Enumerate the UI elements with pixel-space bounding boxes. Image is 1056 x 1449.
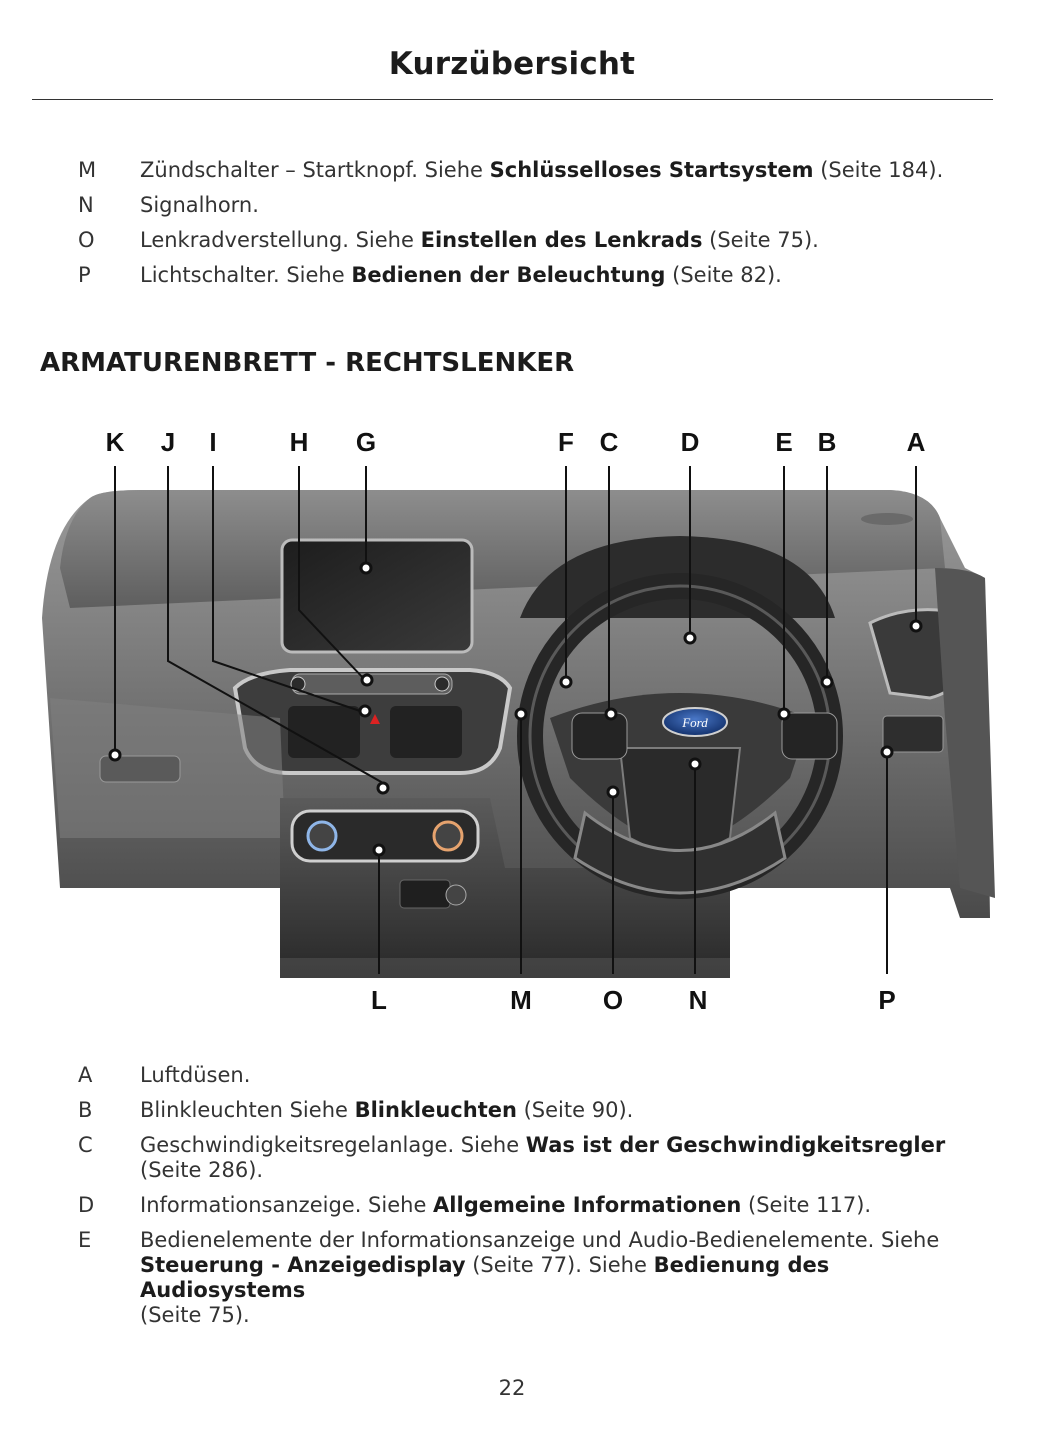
callout-dot-i bbox=[360, 706, 370, 716]
power-socket bbox=[446, 885, 466, 905]
cross-reference-link[interactable]: Blinkleuchten bbox=[354, 1098, 517, 1122]
title-divider bbox=[32, 99, 993, 100]
callout-label-a: A bbox=[906, 427, 926, 457]
callout-dot-n bbox=[690, 759, 700, 769]
callout-dot-e bbox=[779, 709, 789, 719]
cross-reference-link[interactable]: Bedienen der Beleuchtung bbox=[351, 263, 666, 287]
item-letter: M bbox=[78, 158, 97, 182]
callout-dot-c bbox=[606, 709, 616, 719]
item-text: Blinkleuchten Siehe Blinkleuchten (Seite 90). bbox=[140, 1098, 634, 1122]
list-item bbox=[0, 1098, 1056, 1133]
left-wheel-buttons bbox=[572, 713, 627, 759]
cross-reference-link[interactable]: Schlüsselloses Startsystem bbox=[489, 158, 814, 182]
audio-tune-knob bbox=[435, 677, 449, 691]
callout-dot-o bbox=[608, 787, 618, 797]
list-item bbox=[0, 1193, 1056, 1228]
callout-dot-j bbox=[378, 783, 388, 793]
callout-label-h: H bbox=[289, 427, 309, 457]
dashboard-illustration bbox=[30, 418, 1030, 1023]
callout-label-e: E bbox=[775, 427, 793, 457]
item-text: Geschwindigkeitsregelanlage. Siehe Was ist der Geschwindigkeitsregler (Seite 286). bbox=[140, 1133, 946, 1182]
callout-label-k: K bbox=[105, 427, 125, 457]
legend-bottom bbox=[0, 1063, 1056, 1327]
item-text: Lenkradverstellung. Siehe Einstellen des Lenkrads (Seite 75). bbox=[140, 228, 819, 252]
page-number: 22 bbox=[498, 1376, 526, 1400]
callout-dot-g bbox=[361, 563, 371, 573]
section-title: ARMATURENBRETT - RECHTSLENKER bbox=[40, 348, 575, 378]
cross-reference-link[interactable]: Bedienung des Audiosystems bbox=[140, 1253, 830, 1302]
callout-dot-f bbox=[561, 677, 571, 687]
item-letter: P bbox=[78, 263, 91, 287]
callout-label-j: J bbox=[160, 427, 176, 457]
list-item bbox=[0, 193, 1056, 228]
item-letter: E bbox=[78, 1228, 92, 1252]
cross-reference-link[interactable]: Allgemeine Informationen bbox=[433, 1193, 742, 1217]
item-text: Luftdüsen. bbox=[140, 1063, 251, 1087]
list-item bbox=[0, 158, 1056, 193]
callout-dot-a bbox=[911, 621, 921, 631]
item-letter: B bbox=[78, 1098, 93, 1122]
cross-reference-link[interactable]: Einstellen des Lenkrads bbox=[420, 228, 703, 252]
item-letter: D bbox=[78, 1193, 95, 1217]
item-text: Informationsanzeige. Siehe Allgemeine Informationen (Seite 117). bbox=[140, 1193, 872, 1217]
usb-port bbox=[400, 880, 450, 908]
list-item bbox=[0, 1133, 1056, 1193]
callout-dot-m bbox=[516, 709, 526, 719]
item-letter: C bbox=[78, 1133, 93, 1157]
vent-right bbox=[390, 706, 462, 758]
ford-badge-text: Ford bbox=[682, 715, 708, 730]
dashboard-drawing bbox=[30, 418, 1030, 1023]
callout-label-i: I bbox=[209, 427, 217, 457]
callout-label-p: P bbox=[878, 985, 896, 1015]
callout-dot-p bbox=[882, 747, 892, 757]
cross-reference-link[interactable]: Was ist der Geschwindigkeitsregler bbox=[525, 1133, 946, 1157]
callout-label-n: N bbox=[688, 985, 708, 1015]
item-letter: N bbox=[78, 193, 94, 217]
callout-dot-k bbox=[110, 750, 120, 760]
climate-left-dial bbox=[308, 822, 336, 850]
callout-dot-b bbox=[822, 677, 832, 687]
callout-dot-d bbox=[685, 633, 695, 643]
speaker-grille bbox=[861, 513, 913, 525]
climate-right-dial bbox=[434, 822, 462, 850]
item-text: Signalhorn. bbox=[140, 193, 259, 217]
callout-label-d: D bbox=[680, 427, 700, 457]
light-switch-panel bbox=[883, 716, 943, 752]
item-text: Bedienelemente der Informationsanzeige und Audio-Bedienelemente. Siehe Steuerung - Anzeigedisplay (Seite 77). Siehe Bedienung des Audiosystems (Seite 75). bbox=[140, 1228, 940, 1327]
callout-label-c: C bbox=[599, 427, 619, 457]
callout-label-f: F bbox=[558, 427, 574, 457]
list-item bbox=[0, 1063, 1056, 1098]
right-wheel-buttons bbox=[782, 713, 837, 759]
list-item bbox=[0, 263, 1056, 298]
item-text: Zündschalter – Startknopf. Siehe Schlüsselloses Startsystem (Seite 184). bbox=[140, 158, 944, 182]
list-item bbox=[0, 1228, 1056, 1327]
callout-label-l: L bbox=[371, 985, 387, 1015]
item-letter: A bbox=[78, 1063, 93, 1087]
callout-label-b: B bbox=[817, 427, 837, 457]
callout-label-g: G bbox=[355, 427, 377, 457]
callout-dot-h bbox=[362, 675, 372, 685]
legend-top bbox=[0, 158, 1056, 298]
callout-label-o: O bbox=[602, 985, 624, 1015]
callout-label-m: M bbox=[510, 985, 532, 1015]
infotainment-screen bbox=[282, 540, 472, 652]
cross-reference-link[interactable]: Steuerung - Anzeigedisplay bbox=[140, 1253, 466, 1277]
callout-dot-l bbox=[374, 845, 384, 855]
list-item bbox=[0, 228, 1056, 263]
item-letter: O bbox=[78, 228, 95, 252]
page-title: Kurzübersicht bbox=[388, 46, 636, 82]
item-text: Lichtschalter. Siehe Bedienen der Beleuchtung (Seite 82). bbox=[140, 263, 782, 287]
